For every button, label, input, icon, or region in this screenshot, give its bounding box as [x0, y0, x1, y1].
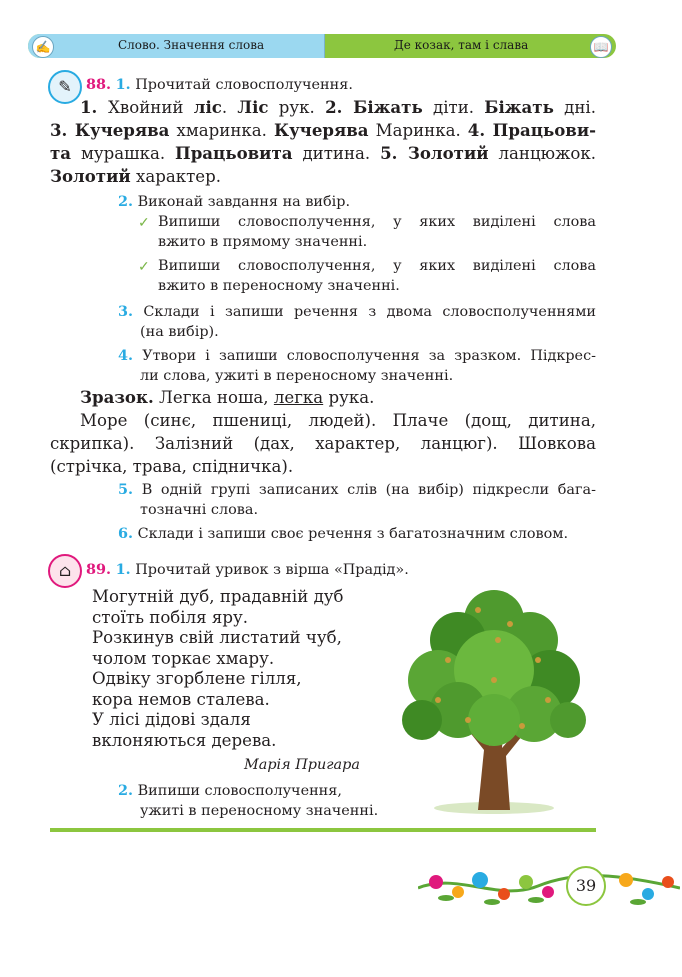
task-number: 6. — [118, 525, 134, 542]
word-segment: Кучерява — [273, 120, 369, 140]
task-number: 1. — [115, 76, 131, 93]
word-segment: мурашка. — [71, 144, 176, 163]
option-1-line-2: вжито в прямому значенні. — [158, 234, 368, 250]
word-segment: діти. — [422, 98, 485, 117]
word-segment: та — [50, 143, 72, 163]
page-number: 39 — [566, 866, 606, 906]
poem-line: У лісі дідові здаля — [92, 710, 251, 729]
check-icon: ✓ — [138, 259, 150, 275]
word-segment: Біжать — [353, 97, 423, 117]
poem-line: чолом торкає хмару. — [92, 648, 275, 668]
task-text: В одній групі записаних слів (на вибір) підкресли бага- — [141, 482, 596, 498]
poem-line: кора немов сталева. — [92, 689, 270, 709]
word-segment: Біжать — [484, 97, 554, 117]
word-segment: 2. — [325, 97, 354, 117]
task-text: Утвори і запиши словосполучення за зразком. Підкрес- — [142, 348, 596, 364]
task-5-line-1 — [118, 480, 596, 500]
word-segment: дитина. — [292, 144, 381, 163]
word-segment: Хвойний — [108, 98, 194, 117]
word-segment: ланцюжок. — [488, 144, 596, 163]
sample-label: Зразок. — [80, 387, 154, 407]
word-combinations-line-1 — [80, 96, 596, 119]
task-number: 4. — [118, 347, 134, 364]
oak-tree-illustration — [398, 580, 590, 816]
bottom-rule — [50, 828, 596, 832]
option-2-line-1: Випиши словосполучення, у яких виділені слова — [158, 258, 596, 274]
word-segment: Золотий — [50, 166, 131, 186]
sample-line — [80, 386, 374, 409]
word-segment: 5. — [380, 143, 408, 163]
word-segment: Ліс — [237, 97, 269, 117]
task-number: 2. — [118, 193, 134, 210]
task-2 — [118, 192, 350, 212]
header-right-title: Де козак, там і слава — [394, 38, 529, 52]
pen-icon: ✍ — [32, 36, 54, 58]
word-segment: ліс — [193, 97, 222, 117]
sample-text: рука. — [323, 388, 375, 407]
word-combinations-line-2 — [50, 119, 596, 142]
task-4-line-2: ли слова, ужиті в переносному значенні. — [140, 368, 454, 384]
book-icon: 📖 — [590, 36, 612, 58]
task-text: Прочитай словосполучення. — [135, 77, 353, 93]
word-segment: хмаринка. — [169, 121, 274, 140]
writing-icon: ✎ — [48, 70, 82, 104]
task-6 — [118, 524, 568, 544]
tree-crown — [402, 590, 586, 746]
task-4-line-1 — [118, 346, 596, 366]
task-5-line-2: тозначні слова. — [140, 502, 259, 518]
word-segment: Маринка. — [368, 121, 468, 140]
task-3-line-2: (на вибір). — [140, 324, 219, 340]
poem-line: стоїть побіля яру. — [92, 607, 249, 627]
poem-author: Марія Пригара — [244, 757, 360, 773]
task-text: Прочитай уривок з вірша «Прадід». — [135, 562, 409, 578]
poem-line: Одвіку згорблене гілля, — [92, 669, 302, 688]
word-segment: дні. — [553, 98, 596, 117]
ex88-number: 88. — [86, 76, 112, 93]
header-left-title: Слово. Значення слова — [118, 38, 265, 52]
word-segment: Працьови- — [492, 120, 597, 140]
poem-line: Могутній дуб, прадавній дуб — [92, 587, 344, 606]
option-1-line-1: Випиши словосполучення, у яких виділені слова — [158, 214, 596, 230]
words-line-2: скрипка). Залізний (дах, характер, ланцюг). Шовкова — [50, 434, 596, 453]
task-3-line-1 — [118, 302, 596, 322]
ex89-number: 89. — [86, 561, 112, 578]
task-number: 1. — [115, 561, 131, 578]
task-text: Склади і запиши речення з двома словосполученнями — [143, 304, 596, 320]
word-segment: 4. — [467, 120, 493, 140]
task-text: Склади і запиши своє речення з багатозначним словом. — [137, 526, 569, 542]
ex88-heading — [86, 75, 353, 95]
task-text: Виконай завдання на вибір. — [137, 194, 351, 210]
ex89-task-2-line-1 — [118, 781, 342, 801]
word-segment: . — [221, 98, 238, 117]
word-combinations-line-4 — [50, 165, 596, 188]
poem-line: вклоняються дерева. — [92, 730, 277, 750]
task-number: 3. — [118, 303, 134, 320]
ex89-heading — [86, 560, 409, 580]
option-2-line-2: вжито в переносному значенні. — [158, 278, 400, 294]
home-icon: ⌂ — [48, 554, 82, 588]
header-bar — [28, 34, 616, 58]
words-line-1: Море (синє, пшениці, людей). Плаче (дощ, дитина, — [80, 411, 596, 430]
check-icon: ✓ — [138, 215, 150, 231]
words-line-3: (стрічка, трава, спідничка). — [50, 457, 294, 476]
word-segment: 1. — [80, 97, 109, 117]
ex89-task-2-line-2: ужиті в переносному значенні. — [140, 803, 379, 819]
word-segment: Золотий — [407, 143, 489, 163]
task-number: 5. — [118, 481, 134, 498]
task-number: 2. — [118, 782, 134, 799]
poem — [92, 587, 392, 751]
poem-line: Розкинув свій листатий чуб, — [92, 628, 342, 647]
task-text: Випиши словосполучення, — [137, 783, 342, 799]
word-segment: рук. — [268, 98, 326, 117]
floral-ornament — [418, 862, 680, 912]
sample-text: Легка ноша, — [153, 388, 274, 407]
word-segment: Кучерява — [74, 120, 170, 140]
word-segment: 3. — [50, 120, 75, 140]
word-segment: характер. — [130, 167, 222, 186]
word-combinations-line-3 — [50, 142, 596, 165]
sample-underlined: легка — [273, 388, 324, 407]
word-segment: Працьовита — [175, 143, 293, 163]
